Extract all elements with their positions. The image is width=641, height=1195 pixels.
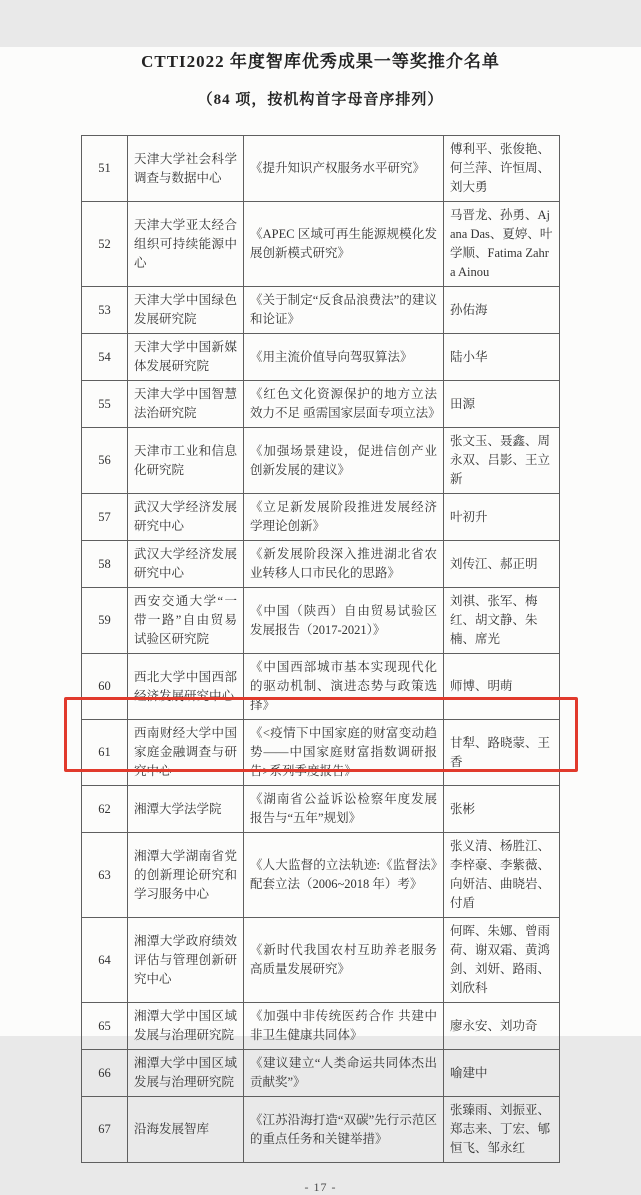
cell-authors: 刘传江、郝正明 [444,541,560,588]
page-number: - 17 - [304,1180,337,1194]
table-row [82,136,560,202]
table-row [82,1003,560,1050]
cell-authors: 何晖、朱娜、曾雨荷、谢双霜、黄鸿剑、刘妍、路雨、刘欣科 [444,918,560,1003]
cell-row-number: 62 [82,786,128,833]
cell-row-number: 57 [82,494,128,541]
cell-row-number: 66 [82,1050,128,1097]
cell-authors: 甘犁、路晓蒙、王香 [444,720,560,786]
page-subtitle: （84 项，按机构首字母音序排列） [197,92,444,108]
cell-row-number: 56 [82,428,128,494]
cell-authors: 马晋龙、孙勇、Ajana Das、夏婷、叶学顺、Fatima Zahra Ainou [444,202,560,287]
cell-authors: 陆小华 [444,334,560,381]
cell-institution: 武汉大学经济发展研究中心 [128,541,244,588]
cell-result-title: 《关于制定“反食品浪费法”的建议和论证》 [244,287,444,334]
table-row [82,287,560,334]
cell-result-title: 《加强场景建设，促进信创产业创新发展的建议》 [244,428,444,494]
cell-row-number: 65 [82,1003,128,1050]
cell-authors: 田源 [444,381,560,428]
cell-result-title: 《人大监督的立法轨迹:《监督法》配套立法（2006~2018 年）考》 [244,833,444,918]
cell-institution: 沿海发展智库 [128,1097,244,1163]
cell-row-number: 67 [82,1097,128,1163]
cell-result-title: 《APEC 区域可再生能源规模化发展创新模式研究》 [244,202,444,287]
table-row [82,786,560,833]
cell-row-number: 52 [82,202,128,287]
cell-result-title: 《提升知识产权服务水平研究》 [244,136,444,202]
awards-table [81,135,560,1163]
table-row [82,334,560,381]
cell-result-title: 《新时代我国农村互助养老服务高质量发展研究》 [244,918,444,1003]
cell-authors: 张文玉、聂鑫、周永双、吕影、王立新 [444,428,560,494]
table-row [82,381,560,428]
cell-result-title: 《湖南省公益诉讼检察年度发展报告与“五年”规划》 [244,786,444,833]
cell-institution: 天津大学中国智慧法治研究院 [128,381,244,428]
cell-institution: 西南财经大学中国家庭金融调查与研究中心 [128,720,244,786]
cell-authors: 张臻雨、刘振亚、郑志来、丁宏、郇恒飞、邹永红 [444,1097,560,1163]
cell-row-number: 61 [82,720,128,786]
cell-authors: 张彬 [444,786,560,833]
table-row [82,588,560,654]
cell-institution: 湘潭大学法学院 [128,786,244,833]
awards-table-body [82,136,560,1163]
cell-institution: 湘潭大学湖南省党的创新理论研究和学习服务中心 [128,833,244,918]
cell-result-title: 《加强中非传统医药合作 共建中非卫生健康共同体》 [244,1003,444,1050]
cell-authors: 师博、明萌 [444,654,560,720]
cell-row-number: 64 [82,918,128,1003]
table-row [82,833,560,918]
cell-institution: 湘潭大学政府绩效评估与管理创新研究中心 [128,918,244,1003]
table-row [82,918,560,1003]
page-title: CTTI2022 年度智库优秀成果一等奖推介名单 [141,52,500,71]
cell-row-number: 54 [82,334,128,381]
cell-authors: 叶初升 [444,494,560,541]
cell-row-number: 53 [82,287,128,334]
cell-result-title: 《立足新发展阶段推进发展经济学理论创新》 [244,494,444,541]
cell-institution: 天津大学亚太经合组织可持续能源中心 [128,202,244,287]
cell-institution: 湘潭大学中国区域发展与治理研究院 [128,1003,244,1050]
cell-result-title: 《中国西部城市基本实现现代化的驱动机制、演进态势与政策选择》 [244,654,444,720]
cell-institution: 天津大学中国新媒体发展研究院 [128,334,244,381]
cell-result-title: 《红色文化资源保护的地方立法效力不足 亟需国家层面专项立法》 [244,381,444,428]
table-row [82,1097,560,1163]
cell-institution: 湘潭大学中国区域发展与治理研究院 [128,1050,244,1097]
cell-row-number: 55 [82,381,128,428]
cell-institution: 西北大学中国西部经济发展研究中心 [128,654,244,720]
cell-result-title: 《中国（陕西）自由贸易试验区发展报告（2017-2021）》 [244,588,444,654]
table-row [82,541,560,588]
table-row [82,720,560,786]
table-row [82,1050,560,1097]
cell-institution: 天津大学中国绿色发展研究院 [128,287,244,334]
cell-result-title: 《用主流价值导向驾驭算法》 [244,334,444,381]
cell-institution: 天津大学社会科学调查与数据中心 [128,136,244,202]
cell-row-number: 58 [82,541,128,588]
table-row [82,428,560,494]
document-page [0,47,641,1194]
cell-authors: 傅利平、张俊艳、何兰萍、许恒周、刘大勇 [444,136,560,202]
cell-row-number: 59 [82,588,128,654]
table-row [82,654,560,720]
cell-result-title: 《<疫情下中国家庭的财富变动趋势——中国家庭财富指数调研报告>系列季度报告》 [244,720,444,786]
table-row [82,202,560,287]
cell-institution: 武汉大学经济发展研究中心 [128,494,244,541]
cell-row-number: 60 [82,654,128,720]
table-row [82,494,560,541]
cell-result-title: 《新发展阶段深入推进湖北省农业转移人口市民化的思路》 [244,541,444,588]
cell-authors: 张义清、杨胜江、李梓豪、李紫薇、向妍洁、曲晓岩、付盾 [444,833,560,918]
cell-institution: 天津市工业和信息化研究院 [128,428,244,494]
cell-result-title: 《江苏沿海打造“双碳”先行示范区的重点任务和关键举措》 [244,1097,444,1163]
cell-institution: 西安交通大学“一带一路”自由贸易试验区研究院 [128,588,244,654]
cell-row-number: 63 [82,833,128,918]
cell-result-title: 《建议建立“人类命运共同体杰出贡献奖”》 [244,1050,444,1097]
cell-authors: 喻建中 [444,1050,560,1097]
cell-authors: 廖永安、刘功奇 [444,1003,560,1050]
cell-authors: 刘祺、张军、梅红、胡文静、朱楠、席光 [444,588,560,654]
cell-authors: 孙佑海 [444,287,560,334]
cell-row-number: 51 [82,136,128,202]
